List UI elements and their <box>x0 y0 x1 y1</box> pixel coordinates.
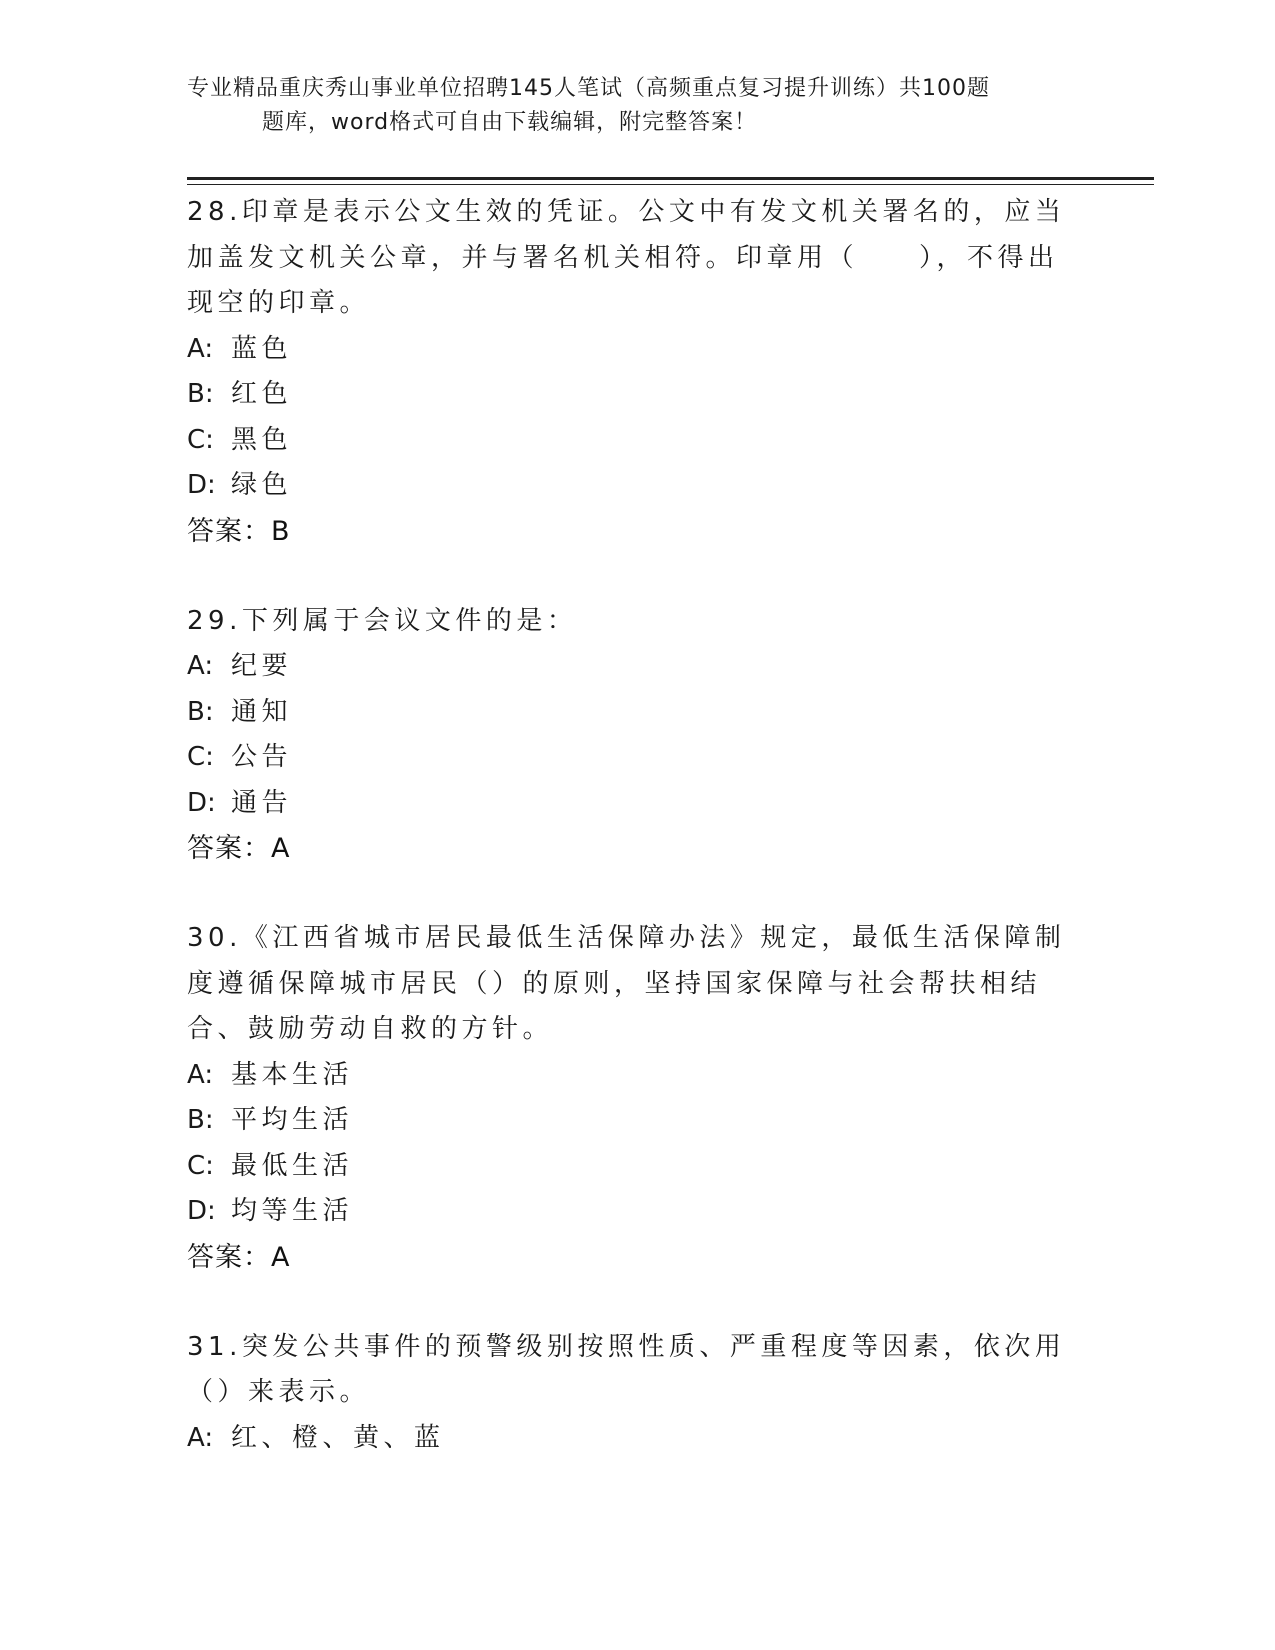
option-c <box>187 1144 1087 1190</box>
option-key: D: <box>187 787 216 818</box>
option-text: 通告 <box>231 787 293 818</box>
option-text: 红色 <box>231 379 293 409</box>
option-key: B: <box>187 379 214 409</box>
option-text: 绿色 <box>231 470 293 500</box>
option-c <box>187 418 1087 464</box>
answer-line: 答案：A <box>187 1241 291 1273</box>
document-header <box>187 72 1067 140</box>
option-key: C: <box>187 424 214 455</box>
option-a <box>187 1416 1087 1462</box>
option-key: C: <box>187 742 214 772</box>
question-text: 28.印章是表示公文生效的凭证。公文中有发文机关署名的，应当加盖发文机关公章，并与署名机关相符。印章用（ ），不得出现空的印章。 <box>187 197 1066 318</box>
option-text: 红、橙、黄、蓝 <box>231 1422 445 1453</box>
option-d <box>187 781 1087 827</box>
option-key: A: <box>187 333 214 364</box>
question-list <box>187 190 1087 1505</box>
option-text: 平均生活 <box>231 1105 354 1135</box>
option-key: A: <box>187 1422 214 1453</box>
answer-line: 答案：B <box>187 515 291 547</box>
option-key: B: <box>187 1105 214 1135</box>
option-b <box>187 1098 1087 1144</box>
question-28 <box>187 190 1087 555</box>
option-key: A: <box>187 651 214 681</box>
option-key: B: <box>187 696 214 727</box>
option-text: 基本生活 <box>231 1059 354 1090</box>
header-title-line1: 专业精品重庆秀山事业单位招聘145人笔试（高频重点复习提升训练）共100题 <box>187 76 990 101</box>
header-divider-thick <box>187 177 1154 180</box>
option-b <box>187 372 1087 418</box>
header-divider-thin <box>187 184 1154 185</box>
option-text: 公告 <box>231 742 293 772</box>
question-text: 31.突发公共事件的预警级别按照性质、严重程度等因素，依次用（）来表示。 <box>187 1331 1066 1407</box>
option-a <box>187 327 1087 373</box>
option-key: D: <box>187 470 216 500</box>
question-29 <box>187 599 1087 873</box>
option-text: 黑色 <box>231 424 293 455</box>
option-key: D: <box>187 1196 216 1226</box>
option-d <box>187 1189 1087 1235</box>
option-text: 均等生活 <box>231 1196 354 1226</box>
question-text: 30.《江西省城市居民最低生活保障办法》规定，最低生活保障制度遵循保障城市居民（）的原则，坚持国家保障与社会帮扶相结合、鼓励劳动自救的方针。 <box>187 923 1066 1044</box>
option-key: A: <box>187 1059 214 1090</box>
option-c <box>187 735 1087 781</box>
option-b <box>187 690 1087 736</box>
header-title-line2: 题库，word格式可自由下载编辑，附完整答案！ <box>262 110 758 135</box>
option-a <box>187 644 1087 690</box>
option-key: C: <box>187 1150 214 1181</box>
question-31 <box>187 1325 1087 1462</box>
option-a <box>187 1053 1087 1099</box>
question-30 <box>187 916 1087 1281</box>
option-text: 通知 <box>231 696 293 727</box>
option-d <box>187 463 1087 509</box>
option-text: 最低生活 <box>231 1150 354 1181</box>
answer-line: 答案：A <box>187 833 291 864</box>
option-text: 蓝色 <box>231 333 293 364</box>
option-text: 纪要 <box>231 651 293 681</box>
question-text: 29.下列属于会议文件的是： <box>187 605 578 636</box>
